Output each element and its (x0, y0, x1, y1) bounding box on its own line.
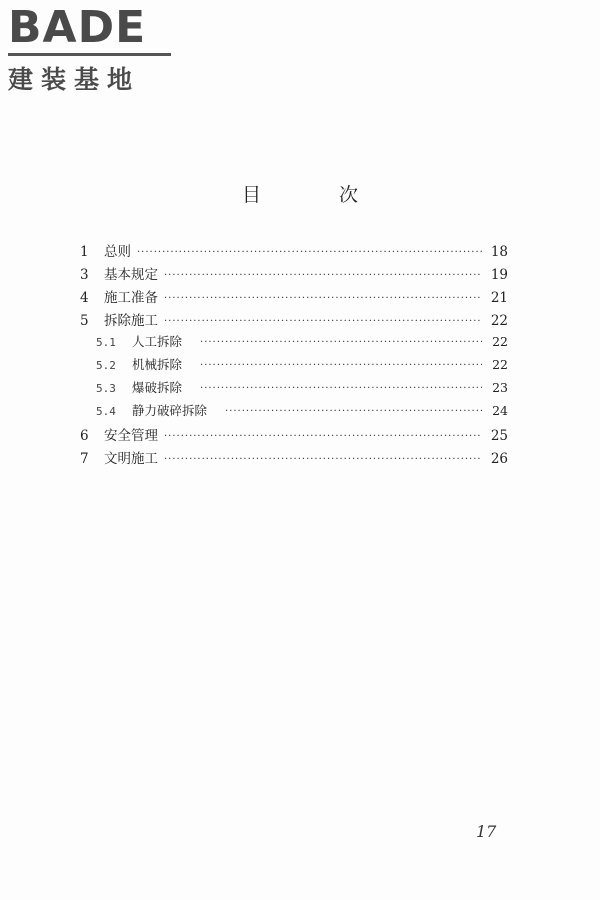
dot-leader (164, 454, 482, 465)
toc-entry-label: 文明施工 (104, 451, 158, 467)
logo-rule (8, 53, 171, 56)
toc-entry-label: 静力破碎拆除 (132, 403, 208, 418)
table-of-contents (80, 240, 508, 470)
toc-entry[interactable] (80, 378, 508, 401)
toc-entry-number: 5 (80, 313, 89, 329)
toc-entry-page: 26 (490, 451, 508, 467)
toc-entry-page: 22 (492, 334, 508, 349)
toc-entry-number: 7 (80, 451, 89, 467)
toc-entry-page: 23 (492, 380, 508, 395)
toc-entry[interactable] (80, 309, 508, 332)
toc-entry-number: 1 (80, 244, 89, 260)
toc-entry-page: 24 (492, 403, 508, 418)
toc-entry-page: 22 (492, 357, 508, 372)
toc-entry[interactable] (80, 401, 508, 424)
toc-entry-label: 人工拆除 (132, 334, 183, 349)
page-number: 17 (476, 822, 497, 841)
toc-entry[interactable] (80, 286, 508, 309)
toc-entry-number: 5.3 (96, 382, 116, 395)
dot-leader (200, 360, 482, 371)
toc-entry[interactable] (80, 263, 508, 286)
toc-entry-label: 施工准备 (104, 290, 158, 306)
toc-entry-label: 爆破拆除 (132, 380, 183, 395)
page-title: 目 次 (241, 184, 395, 206)
dot-leader (200, 383, 482, 394)
toc-entry-page: 18 (490, 244, 508, 260)
toc-entry-page: 21 (490, 290, 508, 306)
toc-entry-number: 5.2 (96, 359, 116, 372)
dot-leader (200, 337, 482, 348)
logo-subtitle: 建装基地 (8, 65, 141, 94)
toc-entry-number: 5.1 (96, 336, 116, 349)
logo-text: BADE (8, 2, 147, 53)
toc-entry-number: 5.4 (96, 405, 116, 418)
bade-logo (8, 2, 178, 96)
toc-entry-label: 总则 (104, 244, 131, 260)
dot-leader (164, 293, 482, 304)
toc-entry-label: 机械拆除 (132, 357, 183, 372)
toc-entry-label: 基本规定 (104, 267, 158, 283)
toc-entry-number: 6 (80, 428, 89, 444)
toc-entry-page: 22 (490, 313, 508, 329)
toc-entry-number: 3 (80, 267, 89, 283)
dot-leader (164, 431, 482, 442)
toc-entry[interactable] (80, 355, 508, 378)
dot-leader (164, 316, 482, 327)
toc-entry-label: 安全管理 (104, 428, 158, 444)
dot-leader (137, 247, 482, 258)
toc-entry-page: 19 (490, 267, 508, 283)
toc-entry-number: 4 (80, 290, 89, 306)
toc-entry[interactable] (80, 332, 508, 355)
dot-leader (225, 406, 482, 417)
toc-entry[interactable] (80, 424, 508, 447)
toc-entry[interactable] (80, 240, 508, 263)
toc-entry-label: 拆除施工 (104, 313, 158, 329)
toc-entry[interactable] (80, 447, 508, 470)
dot-leader (164, 270, 482, 281)
toc-entry-page: 25 (490, 428, 508, 444)
